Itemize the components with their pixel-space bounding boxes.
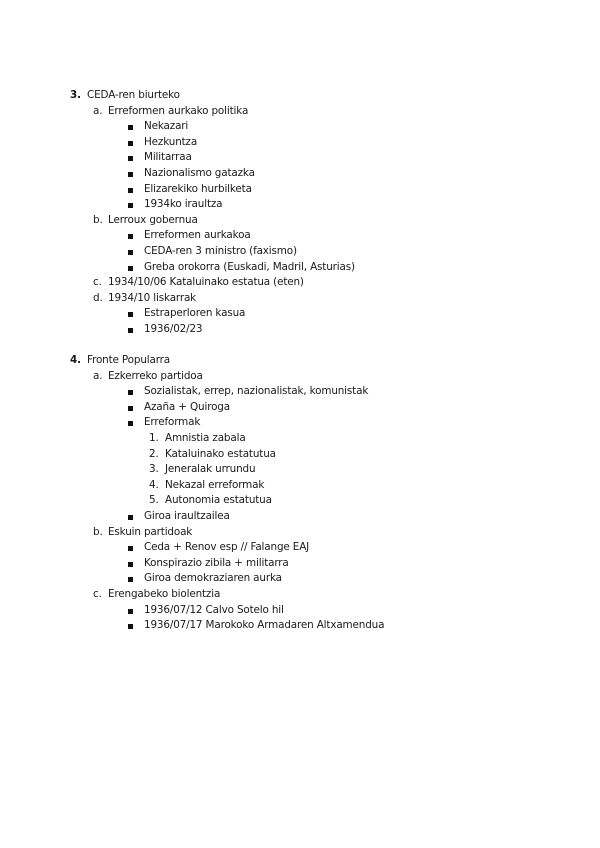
- item-text: 1936/02/23: [144, 322, 203, 335]
- list-marker: 3.: [70, 89, 81, 101]
- subsection-item: [0, 525, 600, 541]
- list-item: [0, 603, 600, 619]
- item-text: CEDA-ren biurteko: [87, 89, 180, 101]
- item-text: Ezkerreko partidoa: [108, 369, 203, 382]
- square-bullet-icon: [128, 390, 133, 395]
- square-bullet-icon: [128, 312, 133, 317]
- square-bullet-icon: [128, 577, 133, 582]
- list-marker: 4.: [70, 354, 81, 367]
- square-bullet-icon: [128, 515, 133, 520]
- item-text: Jeneralak urrundu: [165, 463, 256, 476]
- item-text: 1934/10 liskarrak: [108, 291, 197, 304]
- list-marker: 4.: [149, 478, 159, 491]
- list-item: [0, 618, 600, 634]
- item-text: Nazionalismo gatazka: [144, 166, 255, 179]
- square-bullet-icon: [128, 141, 133, 146]
- item-text: Erreformak: [144, 416, 201, 429]
- subsection-item: [0, 104, 600, 120]
- item-text: Kataluinako estatutua: [165, 447, 276, 460]
- list-item: [0, 322, 600, 338]
- list-item: [0, 400, 600, 416]
- item-text: Amnistia zabala: [165, 432, 246, 445]
- item-text: Estraperloren kasua: [144, 307, 246, 320]
- square-bullet-icon: [128, 172, 133, 177]
- square-bullet-icon: [128, 234, 133, 239]
- list-item: [0, 478, 600, 494]
- item-text: Azaña + Quiroga: [144, 400, 230, 413]
- list-item: [0, 415, 600, 431]
- list-item: [0, 556, 600, 572]
- item-text: CEDA-ren 3 ministro (faxismo): [144, 244, 297, 257]
- square-bullet-icon: [128, 188, 133, 193]
- square-bullet-icon: [128, 546, 133, 551]
- item-text: 1934ko iraultza: [144, 198, 223, 211]
- list-item: [0, 540, 600, 556]
- item-text: Fronte Popularra: [87, 354, 170, 367]
- item-text: Elizarekiko hurbilketa: [144, 182, 252, 195]
- item-text: Erengabeko biolentzia: [108, 588, 221, 600]
- section-spacer: [0, 338, 600, 354]
- subsection-item: [0, 275, 600, 291]
- item-text: Giroa demokraziaren aurka: [144, 572, 282, 585]
- list-item: [0, 150, 600, 166]
- item-text: 1936/07/17 Marokoko Armadaren Altxamendua: [144, 619, 385, 632]
- item-text: Sozialistak, errep, nazionalistak, komunistak: [144, 385, 369, 398]
- list-marker: a.: [93, 104, 103, 117]
- subsection-item: [0, 369, 600, 385]
- list-marker: 5.: [149, 494, 159, 507]
- item-text: Greba orokorra (Euskadi, Madril, Asturias): [144, 260, 355, 273]
- list-item: [0, 509, 600, 525]
- item-text: Autonomia estatutua: [165, 494, 272, 507]
- list-marker: b.: [93, 525, 103, 538]
- document-outline: [0, 88, 600, 634]
- item-text: Eskuin partidoak: [108, 525, 193, 538]
- list-marker: a.: [93, 369, 103, 382]
- section-heading: [0, 88, 600, 104]
- list-marker: d.: [93, 291, 103, 304]
- subsection-item: [0, 587, 600, 603]
- subsection-item: [0, 291, 600, 307]
- list-item: [0, 462, 600, 478]
- square-bullet-icon: [128, 609, 133, 614]
- item-text: Erreformen aurkakoa: [144, 229, 251, 242]
- list-item: [0, 244, 600, 260]
- list-marker: 2.: [149, 447, 159, 460]
- list-marker: 1.: [149, 432, 159, 445]
- square-bullet-icon: [128, 156, 133, 161]
- list-item: [0, 166, 600, 182]
- square-bullet-icon: [128, 266, 133, 271]
- square-bullet-icon: [128, 125, 133, 130]
- list-item: [0, 431, 600, 447]
- item-text: Hezkuntza: [144, 135, 198, 148]
- list-item: [0, 447, 600, 463]
- item-text: 1934/10/06 Kataluinako estatua (eten): [108, 276, 304, 289]
- list-item: [0, 571, 600, 587]
- section-heading: [0, 353, 600, 369]
- list-item: [0, 493, 600, 509]
- list-item: [0, 384, 600, 400]
- list-item: [0, 228, 600, 244]
- item-text: Giroa iraultzailea: [144, 510, 230, 523]
- item-text: Ceda + Renov esp // Falange EAJ: [144, 541, 310, 554]
- list-item: [0, 306, 600, 322]
- list-marker: b.: [93, 213, 103, 226]
- square-bullet-icon: [128, 562, 133, 567]
- square-bullet-icon: [128, 250, 133, 255]
- item-text: Nekazal erreformak: [165, 478, 265, 491]
- square-bullet-icon: [128, 406, 133, 411]
- list-marker: c.: [93, 276, 102, 289]
- subsection-item: [0, 213, 600, 229]
- item-text: Militarraa: [144, 151, 192, 164]
- square-bullet-icon: [128, 624, 133, 629]
- item-text: Erreformen aurkako politika: [108, 104, 249, 117]
- item-text: Nekazari: [144, 120, 189, 133]
- list-item: [0, 135, 600, 151]
- item-text: Lerroux gobernua: [108, 213, 198, 226]
- list-item: [0, 182, 600, 198]
- list-item: [0, 260, 600, 276]
- item-text: Konspirazio zibila + militarra: [144, 556, 289, 569]
- square-bullet-icon: [128, 421, 133, 426]
- list-item: [0, 119, 600, 135]
- square-bullet-icon: [128, 203, 133, 208]
- square-bullet-icon: [128, 328, 133, 333]
- item-text: 1936/07/12 Calvo Sotelo hil: [144, 603, 284, 616]
- list-item: [0, 197, 600, 213]
- list-marker: c.: [93, 588, 102, 600]
- list-marker: 3.: [149, 463, 159, 476]
